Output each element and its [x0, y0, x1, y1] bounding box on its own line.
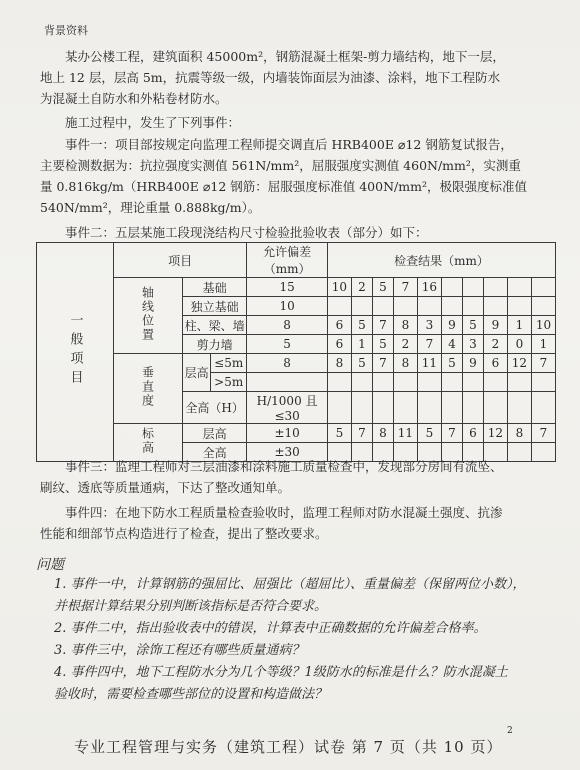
- group-general-cell: 一般项目: [37, 243, 114, 462]
- event1-line: 量 0.816kg/m（HRB400E ⌀12 钢筋：屈服强度标准值 400N/mm²，极限强度标准值: [40, 179, 527, 194]
- header-tolerance: 允许偏差（mm）: [247, 243, 328, 278]
- table-row: >5m: [37, 373, 556, 392]
- acceptance-table: [36, 242, 556, 462]
- section-tag: 背景资料: [44, 24, 88, 37]
- question-line: 并根据计算结果分别判断该指标是否符合要求。: [54, 599, 328, 614]
- event1-line: 540N/mm²，理论重量 0.888kg/m）。: [40, 200, 261, 215]
- background-line: 某办公楼工程，建筑面积 45000m²，钢筋混凝土框架-剪力墙结构，地下一层，: [65, 49, 505, 64]
- table-row: 全高 ±30: [37, 443, 556, 462]
- acceptance-table-wrap: [36, 242, 556, 462]
- background-line: 地上 12 层，层高 5m，抗震等级一级，内墙装饰面层为油漆、涂料，地下工程防水: [40, 70, 501, 85]
- group-axis-cell: 轴线位置: [114, 278, 183, 354]
- event1-line: 主要检测数据为：抗拉强度实测值 561N/mm²，屈服强度实测值 460N/mm²，实测重: [40, 158, 521, 173]
- event2-caption: 事件二：五层某施工段现浇结构尺寸检验批验收表（部分）如下：: [65, 225, 428, 240]
- event1-paragraph: [40, 134, 540, 218]
- event3-paragraph: [40, 456, 540, 498]
- intro-line: 施工过程中，发生了下列事件：: [65, 115, 241, 130]
- question-line: 4. 事件四中，地下工程防水分为几个等级？1级防水的标准是什么？防水混凝土: [54, 665, 508, 680]
- table-row: 垂直度 层高 ≤5m 8 8 5 7 8 11 5 9 6 12 7: [37, 354, 556, 373]
- table-row: 独立基础 10: [37, 297, 556, 316]
- header-result: 检查结果（mm）: [327, 243, 555, 278]
- question-line: 2. 事件二中，指出验收表中的错误，计算表中正确数据的允许偏差合格率。: [54, 621, 487, 636]
- header-item: 项目: [114, 243, 247, 278]
- question-line: 1. 事件一中，计算钢筋的强屈比、屈强比（超屈比）、重量偏差（保留两位小数），: [54, 577, 526, 592]
- table-row: 标高 层高 ±10 5 7 8 11 5 7 6 12 8 7: [37, 424, 556, 443]
- page-mark: 2: [507, 726, 513, 736]
- table-row: 全高（H） H/1000 且≤30: [37, 392, 556, 424]
- questions-title: 问题: [36, 557, 64, 573]
- table-row: 轴线位置 基础 15 10 2 5 7 16: [37, 278, 556, 297]
- table-row: 剪力墙 5 6 1 5 2 7 4 3 2 0 1: [37, 335, 556, 354]
- background-line: 为混凝土自防水和外粘卷材防水。: [40, 91, 228, 106]
- background-paragraph: [40, 46, 540, 109]
- event4-line: 性能和细部节点构造进行了检查，提出了整改要求。: [40, 526, 328, 541]
- question-line: 验收时，需要检查哪些部位的设置和构造做法？: [54, 687, 328, 702]
- event4-line: 事件四：在地下防水工程质量检查验收时，监理工程师对防水混凝土强度、抗渗: [65, 505, 503, 520]
- group-vertical-cell: 垂直度: [114, 354, 183, 424]
- group-elev-cell: 标高: [114, 424, 183, 462]
- questions-list: [54, 574, 554, 706]
- table-header-row: [37, 243, 556, 278]
- page-footer: 专业工程管理与实务（建筑工程）试卷 第 7 页（共 10 页）: [74, 738, 503, 756]
- table-row: 柱、梁、墙 8 6 5 7 8 3 9 5 9 1 10: [37, 316, 556, 335]
- event3-line: 事件三：监理工程师对三层油漆和涂料施工质量检查中，发现部分房间有流坠、: [65, 459, 503, 474]
- event3-line: 刷纹、透底等质量通病，下达了整改通知单。: [40, 480, 291, 495]
- question-line: 3. 事件三中，涂饰工程还有哪些质量通病？: [54, 643, 305, 658]
- event4-paragraph: [40, 502, 540, 544]
- event1-line: 事件一：项目部按规定向监理工程师提交调直后 HRB400E ⌀12 钢筋复试报告，: [65, 137, 513, 152]
